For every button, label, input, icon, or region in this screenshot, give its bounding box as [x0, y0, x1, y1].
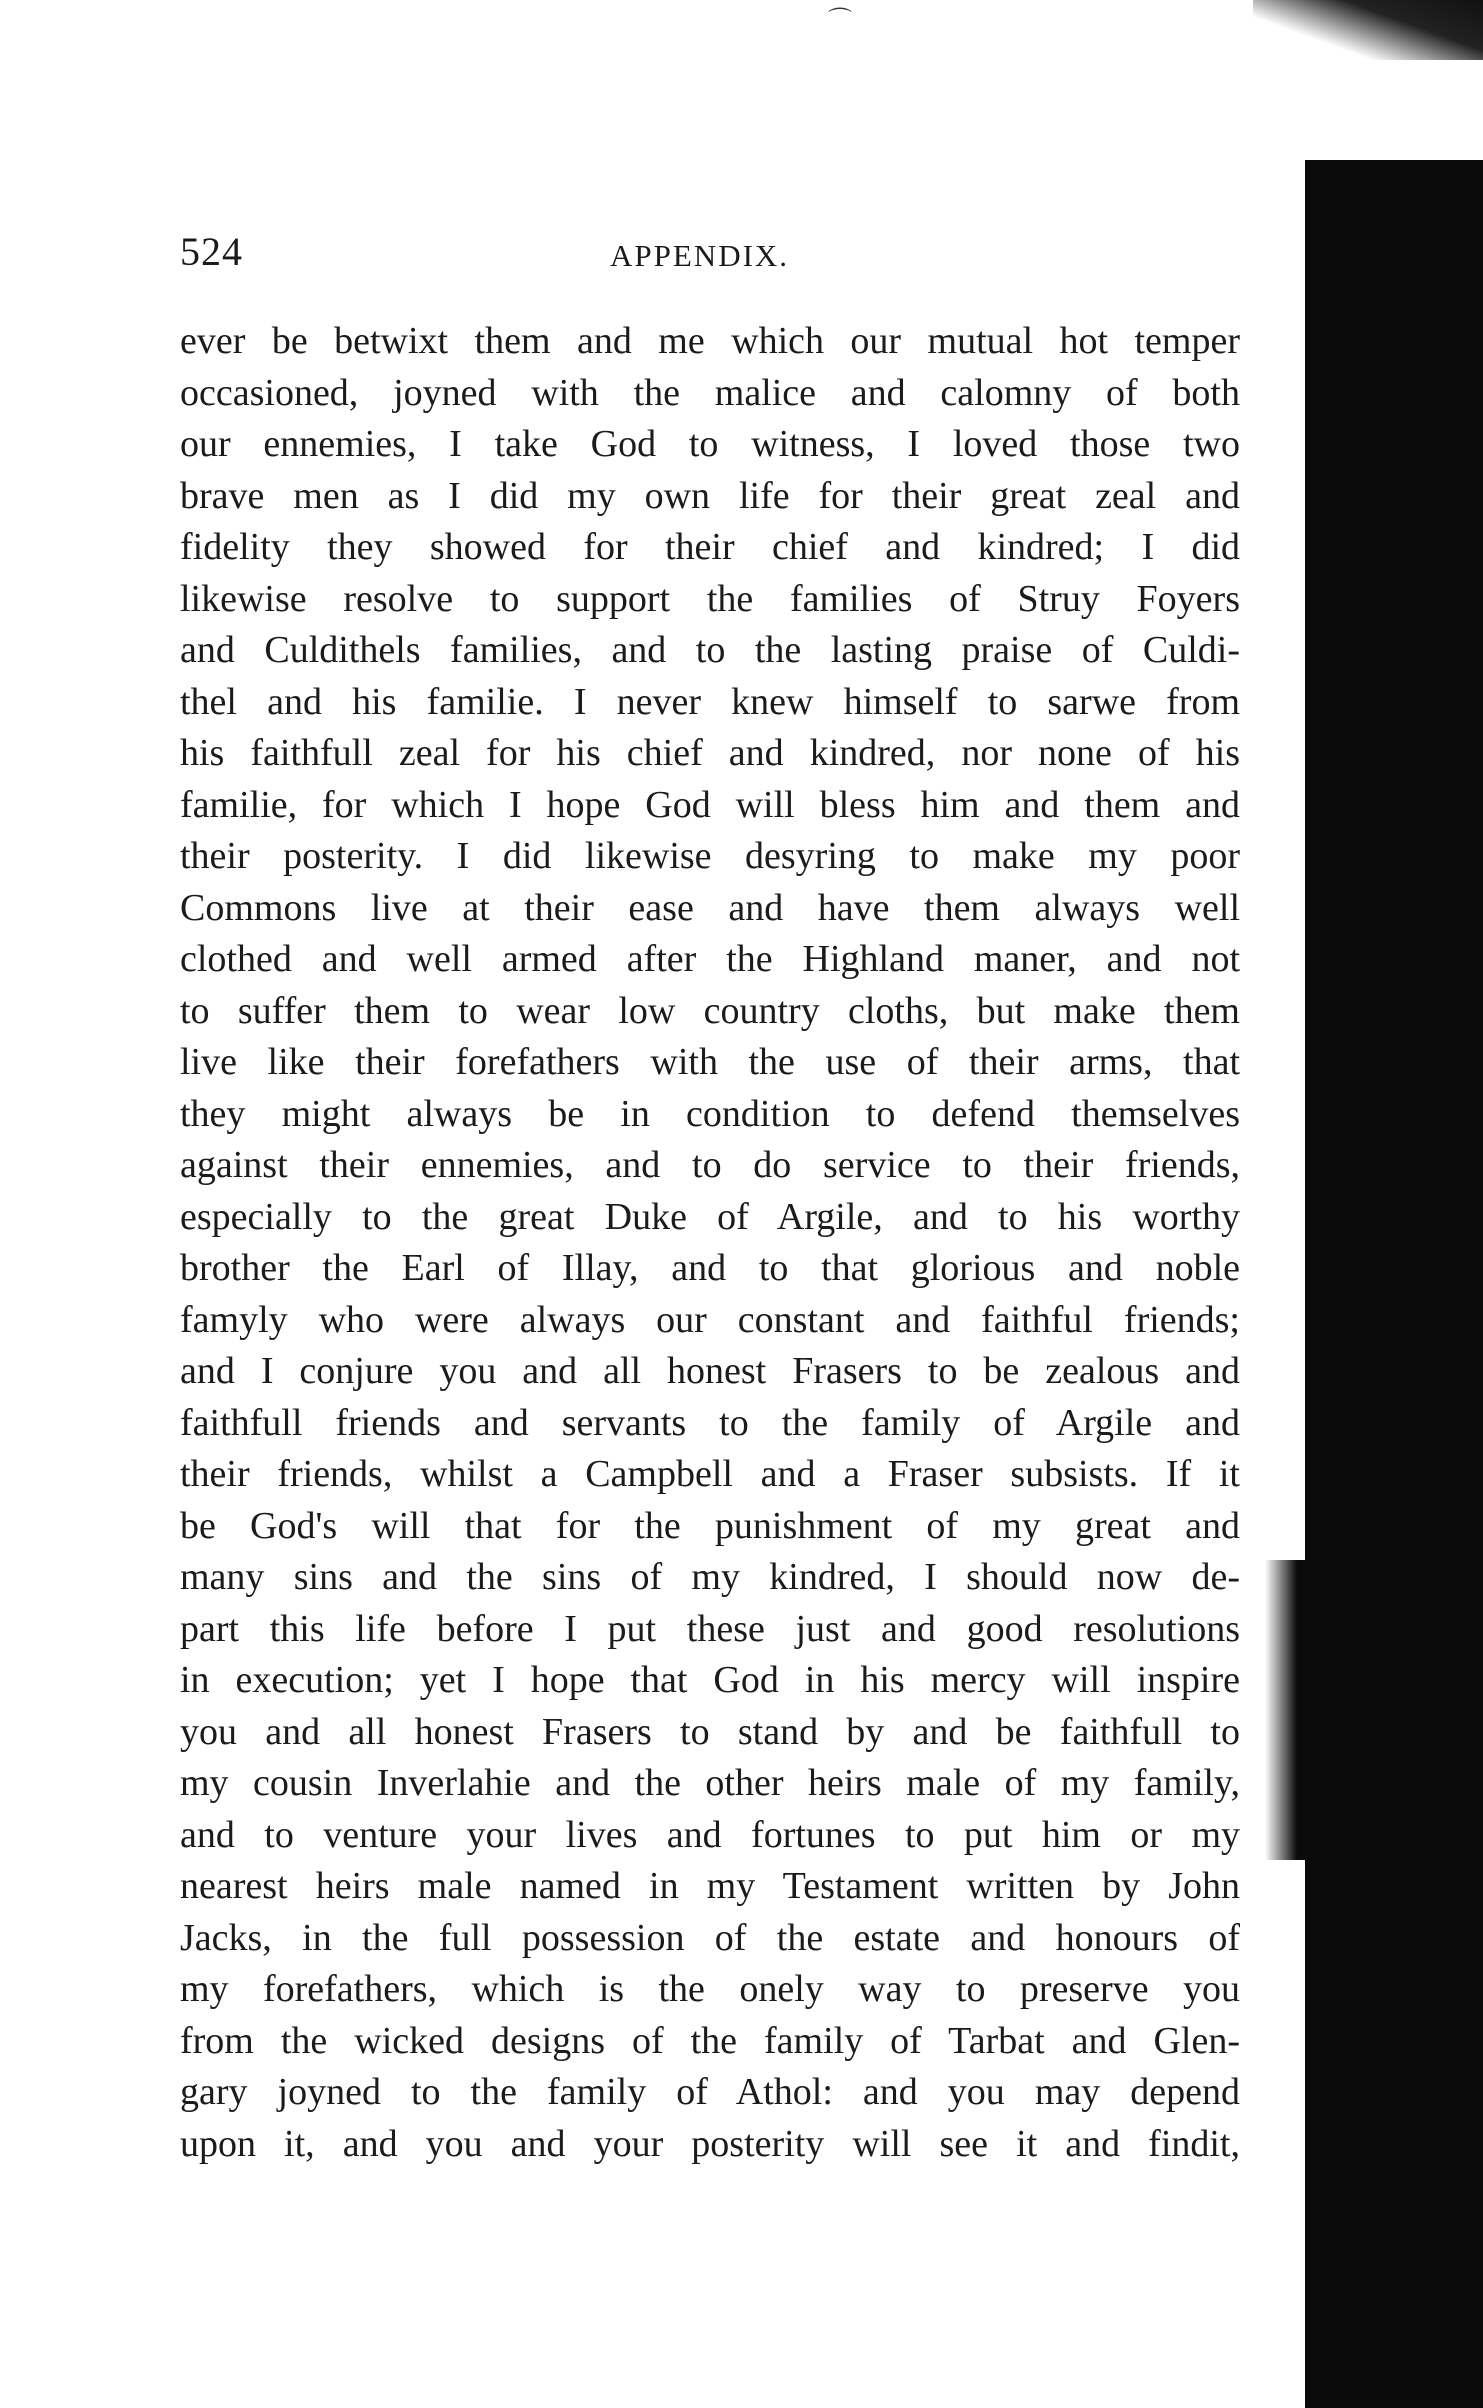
- text-line: our ennemies, I take God to witness, I loved those two: [180, 423, 1240, 465]
- scan-shadow-corner: [1253, 0, 1483, 60]
- text-line: his faithfull zeal for his chief and kindred, nor none of his: [180, 732, 1240, 774]
- text-line: to suffer them to wear low country cloths, but make them: [180, 989, 1240, 1032]
- page-header: [180, 228, 1240, 288]
- page-number: 524: [180, 229, 243, 274]
- text-line: brave men as I did my own life for their great zeal and: [180, 474, 1240, 517]
- text-line: part this life before I put these just and good resolutions: [180, 1607, 1240, 1650]
- text-line: my forefathers, which is the onely way to preserve you: [180, 1968, 1240, 2010]
- text-line: my cousin Inverlahie and the other heirs male of my family,: [180, 1762, 1240, 1804]
- text-line: brother the Earl of Illay, and to that glorious and noble: [180, 1247, 1240, 1289]
- text-line: thel and his familie. I never knew himself to sarwe from: [180, 680, 1240, 723]
- text-line: they might always be in condition to defend themselves: [180, 1092, 1240, 1135]
- text-line: occasioned, joyned with the malice and calomny of both: [180, 371, 1240, 414]
- text-line: likewise resolve to support the families of Struy Foyers: [180, 577, 1240, 620]
- text-line: you and all honest Frasers to stand by and be faithfull to: [180, 1710, 1240, 1753]
- scan-shadow-edge: [1305, 160, 1483, 2408]
- text-line: ever be betwixt them and me which our mutual hot temper: [180, 320, 1240, 362]
- text-line: faithfull friends and servants to the family of Argile and: [180, 1401, 1240, 1444]
- text-line: especially to the great Duke of Argile, and to his worthy: [180, 1195, 1240, 1238]
- text-line: live like their forefathers with the use of their arms, that: [180, 1041, 1240, 1083]
- body-text: [180, 316, 1240, 2170]
- text-line: their friends, whilst a Campbell and a Fraser subsists. If it: [180, 1453, 1240, 1495]
- text-line: from the wicked designs of the family of Tarbat and Glen-: [180, 2019, 1240, 2062]
- text-line: clothed and well armed after the Highland maner, and not: [180, 938, 1240, 980]
- text-line: and to venture your lives and fortunes to put him or my: [180, 1813, 1240, 1856]
- text-line: their posterity. I did likewise desyring to make my poor: [180, 835, 1240, 877]
- text-line: in execution; yet I hope that God in his mercy will inspire: [180, 1659, 1240, 1701]
- text-line: Commons live at their ease and have them always well: [180, 886, 1240, 929]
- scan-mark: ⌒: [828, 8, 852, 34]
- text-line: and I conjure you and all honest Frasers to be zealous and: [180, 1350, 1240, 1392]
- running-head: APPENDIX.: [610, 238, 790, 273]
- text-line: be God's will that for the punishment of my great and: [180, 1504, 1240, 1547]
- text-line: nearest heirs male named in my Testament written by John: [180, 1865, 1240, 1907]
- text-line: famyly who were always our constant and faithful friends;: [180, 1298, 1240, 1341]
- text-line: and Culdithels families, and to the lasting praise of Culdi-: [180, 629, 1240, 671]
- text-line: against their ennemies, and to do service to their friends,: [180, 1144, 1240, 1186]
- text-line: many sins and the sins of my kindred, I should now de-: [180, 1556, 1240, 1598]
- text-line: upon it, and you and your posterity will see it and findit,: [180, 2122, 1240, 2165]
- text-line: Jacks, in the full possession of the estate and honours of: [180, 1916, 1240, 1959]
- text-line: gary joyned to the family of Athol: and you may depend: [180, 2071, 1240, 2113]
- text-line: fidelity they showed for their chief and kindred; I did: [180, 526, 1240, 568]
- text-line: familie, for which I hope God will bless him and them and: [180, 783, 1240, 826]
